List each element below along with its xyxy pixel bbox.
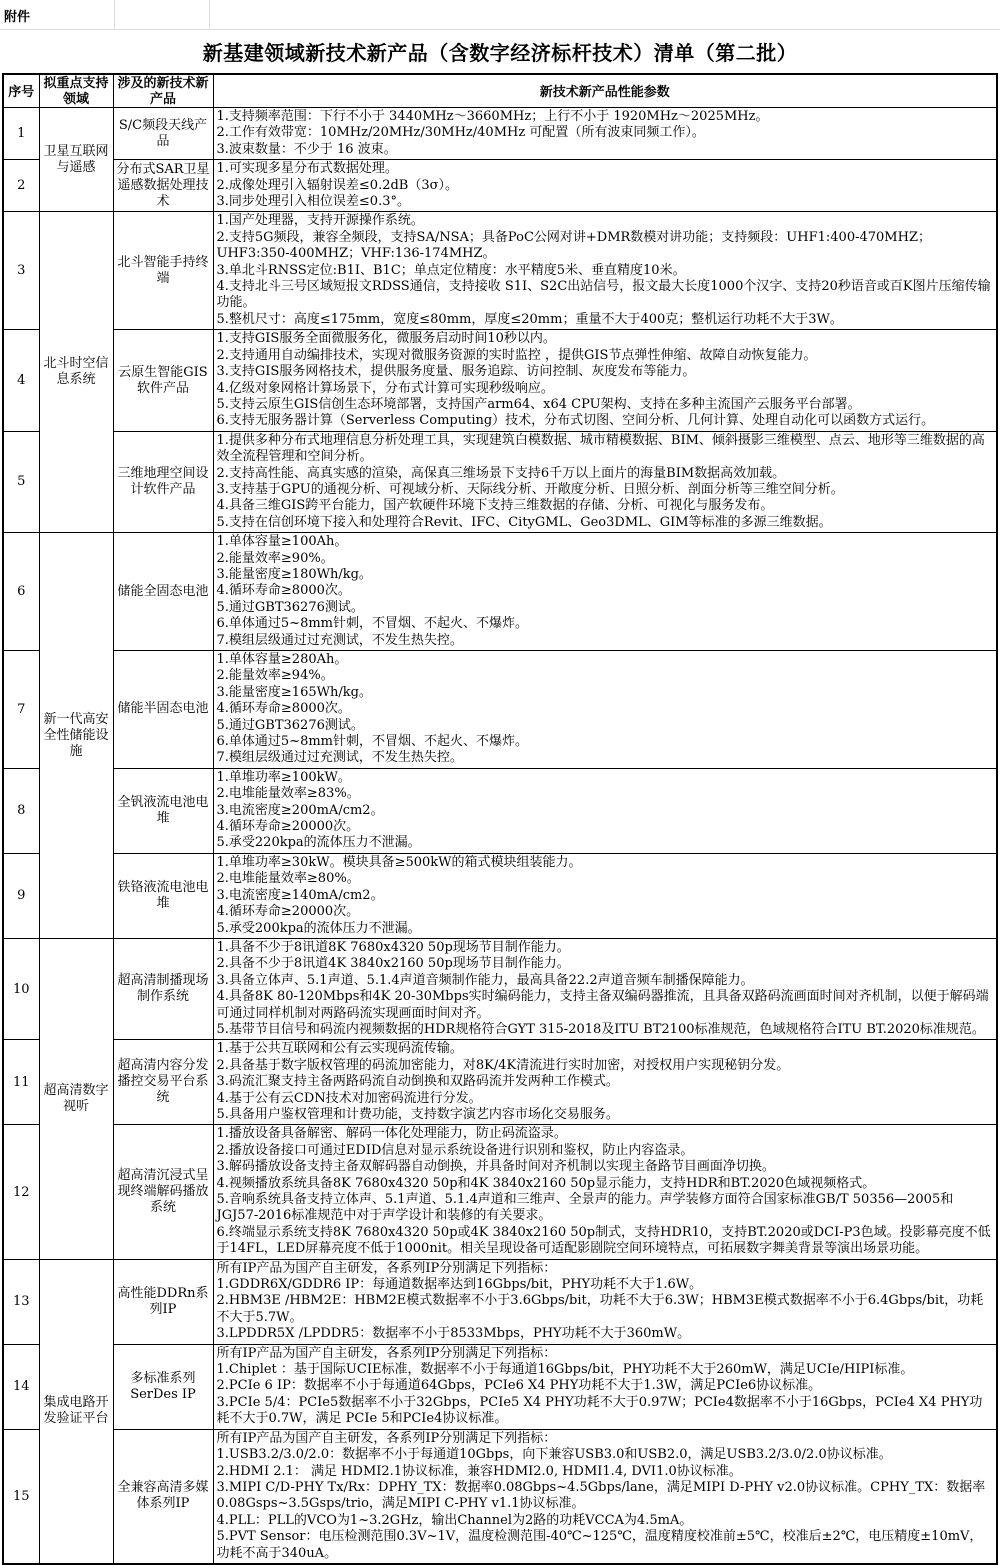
param-line: 1.单体容量≥100Ah。 [216, 534, 348, 550]
grid-cell [115, 0, 210, 29]
param-line: 2.播放设备接口可通过EDID信息对显示系统设备进行识别和鉴权，防止内容盗录。 [216, 1142, 694, 1158]
serial-number-cell: 8 [3, 768, 39, 853]
product-name-cell: 储能全固态电池 [113, 533, 213, 651]
param-line: 所有IP产品为国产自主研发，各系列IP分别满足下列指标： [216, 1430, 557, 1446]
spreadsheet-grid-strip [0, 0, 1000, 30]
param-line: 4.支持北斗三号区域短报文RDSS通信，支持接收 S1I、S2C出站信号，报文最大长度1000个汉字、支持20秒语音或百K图片压缩传输功能。 [216, 279, 991, 311]
param-line: 2.电堆能量效率≥80%。 [216, 871, 360, 887]
param-line: 5.承受200kpa的流体压力不泄漏。 [216, 920, 421, 936]
serial-number-cell: 3 [3, 212, 39, 330]
param-line: 3.PCIe 5/4：PCIe5数据率不小于32Gbps，PCIe5 X4 PHY功耗不大于0.97W；PCIe4数据率不小于16Gbps，PCIe4 X4 PHY功耗不大于0.7W，满足 PCIe 5和PCIe4协议标准。 [216, 1394, 983, 1427]
product-name-cell: 高性能DDRn系列IP [113, 1259, 213, 1344]
param-line: 5.支持云原生GIS信创生态环境部署，支持国产arm64、x64 CPU架构、支持在多种主流国产云服务平台部署。 [216, 396, 861, 412]
param-line: 2.HBM3E /HBM2E：HBM2E模式数据率不小于3.6Gbps/bit，功耗不大于6.3W；HBM3E模式数据率不小于6.4Gbps/bit，功耗不大于5.7W。 [216, 1293, 984, 1325]
product-name-cell: 多标准系列SerDes IP [113, 1344, 213, 1429]
param-line: 1.单体容量≥280Ah。 [216, 652, 348, 667]
serial-number-cell: 10 [3, 938, 39, 1039]
table-row [3, 160, 997, 212]
param-line: 5.通过GBT36276测试。 [216, 717, 364, 733]
param-line: 4.循环寿命≥20000次。 [216, 819, 360, 835]
serial-number-cell: 2 [3, 160, 39, 212]
performance-params-cell [213, 212, 997, 330]
param-line: 5.承受220kpa的流体压力不泄漏。 [216, 835, 421, 851]
param-line: 1.提供多种分布式地理信息分析处理工具，实现建筑白模数据、城市精模数据、BIM、倾斜摄影三维模型、点云、地形等三维数据的高效全流程管理和空间分析。 [216, 432, 985, 465]
table-row [3, 431, 997, 532]
param-line: 4.循环寿命≥8000次。 [216, 583, 351, 599]
param-line: 5.PVT Sensor：电压检测范围0.3V~1V，温度检测范围-40℃~125℃，温度精度校准前±5℃，校准后±2℃，电压精度±10mV，功耗不高于340uA。 [216, 1529, 983, 1561]
param-line: 1.GDDR6X/GDDR6 IP：每通道数据率达到16Gbps/bit，PHY功耗不大于1.6W。 [216, 1277, 703, 1293]
header-support-field: 拟重点支持领域 [39, 74, 113, 108]
param-line: 1.具备不少于8讯道8K 7680x4320 50p现场节目制作能力。 [216, 939, 570, 955]
table-row [3, 1040, 997, 1125]
param-line: 1.支持频率范围：下行不小于 3440MHz～3660MHz；上行不小于 1920MHz～2025MHz。 [216, 109, 769, 124]
param-line: 4.基于公有云CDN技术对加密码流进行分发。 [216, 1090, 482, 1106]
param-line: 3.支持GIS服务网格技术，提供服务度量、服务追踪、访问控制、灰度发布等能力。 [216, 364, 696, 380]
param-line: 6.终端显示系统支持8K 7680x4320 50p或4K 3840x2160 50p制式，支持HDR10，支持BT.2020或DCI-P3色域。投影幕亮度不低于14FL，LED屏幕亮度不低于1000nit。相关呈现设备可适配影剧院空间环境特点，可拓展数字舞美背景等演出场景功能。 [216, 1224, 991, 1257]
table-row [3, 1125, 997, 1259]
product-name-cell: 超高清制播现场制作系统 [113, 938, 213, 1039]
performance-params-cell [213, 938, 997, 1039]
performance-params-cell [213, 1259, 997, 1344]
product-name-cell: 全兼容高清多媒体系列IP [113, 1429, 213, 1564]
param-line: 3.同步处理引入相位误差≤0.3°。 [216, 194, 410, 210]
param-line: 3.电流密度≥200mA/cm2。 [216, 802, 384, 818]
param-line: 1.基于公共互联网和公有云实现码流传输。 [216, 1041, 463, 1057]
product-list-table [2, 73, 998, 1565]
serial-number-cell: 7 [3, 651, 39, 769]
param-line: 1.可实现多星分布式数据处理。 [216, 161, 398, 177]
param-line: 3.波束数量：不少于 16 波束。 [216, 141, 397, 157]
param-line: 7.模组层级通过过充测试，不发生热失控。 [216, 632, 463, 648]
param-line: 3.解码播放设备支持主备双解码器自动倒换，并具备时间对齐机制以实现主备路节目画面净切换。 [216, 1159, 775, 1175]
product-name-cell: 北斗智能手持终端 [113, 212, 213, 330]
performance-params-cell [213, 160, 997, 212]
param-line: 2.成像处理引入辐射误差≤0.2dB（3σ）。 [216, 177, 458, 193]
table-row [3, 1344, 997, 1429]
param-line: 2.支持高性能、高真实感的渲染，高保真三维场景下支持6千万以上面片的海量BIM数据高效加载。 [216, 465, 786, 481]
performance-params-cell [213, 431, 997, 532]
param-line: 6.单体通过5~8mm针刺，不冒烟、不起火、不爆炸。 [216, 616, 528, 632]
param-line: 2.PCIe 6 IP：数据率不小于每通道64Gbps，PCIe6 X4 PHY功耗不大于1.3W，满足PCIe6协议标准。 [216, 1378, 822, 1394]
serial-number-cell: 15 [3, 1429, 39, 1564]
performance-params-cell [213, 330, 997, 431]
table-row [3, 651, 997, 769]
table-header [3, 74, 997, 108]
param-line: 3.LPDDR5X /LPDDR5：数据率不小于8533Mbps，PHY功耗不大于360mW。 [216, 1326, 691, 1342]
param-line: 所有IP产品为国产自主研发，各系列IP分别满足下列指标： [216, 1260, 557, 1276]
table-row [3, 938, 997, 1039]
product-name-cell: 三维地理空间设计软件产品 [113, 431, 213, 532]
serial-number-cell: 12 [3, 1125, 39, 1259]
param-line: 5.音响系统具备支持立体声、5.1声道、5.1.4声道和三维声、全景声的能力。声学装修方面符合国家标准GB/T 50356—2005和JGJ57-2016标准规范中对于声学设计和装修的有关要求。 [216, 1192, 954, 1224]
performance-params-cell [213, 768, 997, 853]
product-name-cell: 超高清沉浸式呈现终端解码播放系统 [113, 1125, 213, 1259]
serial-number-cell: 6 [3, 533, 39, 651]
param-line: 4.具备三维GIS跨平台能力，国产软硬件环境下支持三维数据的存储、分析、可视化与服务发布。 [216, 498, 774, 514]
param-line: 3.电流密度≥140mA/cm2。 [216, 887, 384, 903]
param-line: 所有IP产品为国产自主研发，各系列IP分别满足下列指标： [216, 1345, 557, 1361]
header-row [3, 74, 997, 108]
param-line: 1.USB3.2/3.0/2.0：数据率不小于每通道10Gbps，向下兼容USB3.0和USB2.0，满足USB3.2/3.0/2.0协议标准。 [216, 1447, 892, 1463]
param-line: 5.整机尺寸：高度≤175mm，宽度≤80mm，厚度≤20mm；重量不大于400克；整机运行功耗不大于3W。 [216, 311, 843, 327]
param-line: 4.循环寿命≥20000次。 [216, 904, 360, 920]
serial-number-cell: 4 [3, 330, 39, 431]
param-line: 6.单体通过5~8mm针刺，不冒烟、不起火、不爆炸。 [216, 734, 528, 750]
product-name-cell: 分布式SAR卫星遥感数据处理技术 [113, 160, 213, 212]
page-title: 新基建领域新技术新产品（含数字经济标杆技术）清单（第二批） [202, 41, 798, 65]
attachment-label: 附件 [0, 0, 115, 29]
param-line: 4.视频播放系统具备8K 7680x4320 50p和4K 3840x2160 50p显示能力，支持HDR和BT.2020色域视频格式。 [216, 1175, 876, 1191]
table-body [3, 108, 997, 1564]
product-name-cell: 云原生智能GIS软件产品 [113, 330, 213, 431]
param-line: 1.Chiplet ：基于国际UCIE标准，数据率不小于每通道16Gbps/bit，PHY功耗不大于260mW，满足UCIe/HIPI标准。 [216, 1362, 914, 1378]
product-name-cell: 全钒液流电池电堆 [113, 768, 213, 853]
serial-number-cell: 1 [3, 108, 39, 160]
param-line: 3.码流汇聚支持主备两路码流自动倒换和双路码流并发两种工作模式。 [216, 1074, 619, 1090]
title-row [0, 30, 1000, 73]
serial-number-cell: 11 [3, 1040, 39, 1125]
product-name-cell: 超高清内容分发播控交易平台系统 [113, 1040, 213, 1125]
header-performance-params: 新技术新产品性能参数 [213, 74, 997, 108]
param-line: 1.支持GIS服务全面微服务化，微服务启动时间10秒以内。 [216, 331, 556, 347]
param-line: 3.MIPI C/D-PHY Tx/Rx：DPHY_TX：数据率0.08Gbps~4.5Gbps/lane，满足MIPI D-PHY v2.0协议标准。CPHY_TX：数据率0.08Gsps~3.5Gsps/trio，满足MIPI C-PHY v1.1协议标准。 [216, 1479, 986, 1512]
param-line: 3.能量密度≥165Wh/kg。 [216, 684, 372, 700]
param-line: 2.HDMI 2.1： 满足 HDMI2.1协议标准，兼容HDMI2.0, HDMI1.4, DVI1.0协议标准。 [216, 1463, 742, 1479]
param-line: 3.支持基于GPU的通视分析、可视域分析、天际线分析、开敞度分析、日照分析、剖面分析等三维空间分析。 [216, 481, 844, 497]
param-line: 2.工作有效带宽：10MHz/20MHz/30MHz/40MHz 可配置（所有波束同频工作）。 [216, 125, 705, 141]
param-line: 5.具备用户鉴权管理和计费功能，支持数字演艺内容市场化交易服务。 [216, 1106, 619, 1122]
serial-number-cell: 13 [3, 1259, 39, 1344]
param-line: 1.单堆功率≥30kW。模块具备≥500kW的箱式模块组装能力。 [216, 854, 582, 870]
param-line: 3.具备立体声、5.1声道、5.1.4声道音频制作能力，最高具备22.2声道音频车制播保障能力。 [216, 972, 754, 988]
header-new-product: 涉及的新技术新产品 [113, 74, 213, 108]
table-row [3, 533, 997, 651]
performance-params-cell [213, 1040, 997, 1125]
support-field-cell: 新一代高安全性储能设施 [39, 533, 113, 939]
param-line: 5.通过GBT36276测试。 [216, 599, 364, 615]
serial-number-cell: 9 [3, 853, 39, 938]
param-line: 4.PLL：PLL的VCO为1~3.2GHz，输出Channel为2路的功耗VCCA为4.5mA。 [216, 1512, 693, 1528]
grid-cell [210, 0, 1000, 29]
param-line: 2.电堆能量效率≥83%。 [216, 786, 360, 802]
param-line: 3.能量密度≥180Wh/kg。 [216, 566, 372, 582]
table-row [3, 212, 997, 330]
param-line: 2.支持通用自动编排技术，实现对微服务资源的实时监控 ，提供GIS节点弹性伸缩、故障自动恢复能力。 [216, 347, 817, 363]
product-name-cell: 储能半固态电池 [113, 651, 213, 769]
performance-params-cell [213, 1125, 997, 1259]
param-line: 1.国产处理器，支持开源操作系统。 [216, 213, 424, 229]
header-serial-number: 序号 [3, 74, 39, 108]
table-row [3, 108, 997, 160]
param-line: 1.单堆功率≥100kW。 [216, 769, 351, 785]
performance-params-cell [213, 108, 997, 160]
support-field-cell: 卫星互联网与遥感 [39, 108, 113, 212]
serial-number-cell: 5 [3, 431, 39, 532]
param-line: 1.播放设备具备解密、解码一体化处理能力，防止码流盗录。 [216, 1126, 567, 1142]
param-line: 4.亿级对象网格计算场景下，分布式计算可实现秒级响应。 [216, 380, 554, 396]
param-line: 2.能量效率≥94%。 [216, 668, 334, 684]
param-line: 4.具备8K 80-120Mbps和4K 20-30Mbps实时编码能力，支持主备双编码器推流，且具备双路码流画面时间对齐机制，以便于解码端可通过同样机制对两路码流实现画面时间对齐。 [216, 989, 989, 1021]
support-field-cell: 北斗时空信息系统 [39, 212, 113, 533]
table-row [3, 853, 997, 938]
table-row [3, 1259, 997, 1344]
table-row [3, 768, 997, 853]
param-line: 2.支持5G频段，兼容全频段，支持SA/NSA；具备PoC公网对讲+DMR数模对讲功能；支持频段：UHF1:400-470MHZ；UHF3:350-400MHZ；VHF:136-174MHZ。 [216, 229, 931, 262]
table-row [3, 1429, 997, 1564]
param-line: 5.基带节目信号和码流内视频数据的HDR规格符合GYT 315-2018及ITU BT2100标准规范，色域规格符合ITU BT.2020标准规范。 [216, 1021, 985, 1037]
param-line: 5.支持在信创环境下接入和处理符合Revit、IFC、CityGML、Geo3DML、GIM等标准的多源三维数据。 [216, 514, 832, 530]
performance-params-cell [213, 651, 997, 769]
param-line: 3.单北斗RNSS定位:B1I、B1C；单点定位精度：水平精度5米、垂直精度10米。 [216, 262, 686, 278]
performance-params-cell [213, 1429, 997, 1564]
product-name-cell: S/C频段天线产品 [113, 108, 213, 160]
performance-params-cell [213, 533, 997, 651]
param-line: 2.能量效率≥90%。 [216, 550, 334, 566]
support-field-cell: 超高清数字视听 [39, 938, 113, 1259]
performance-params-cell [213, 853, 997, 938]
product-name-cell: 铁铬液流电池电堆 [113, 853, 213, 938]
performance-params-cell [213, 1344, 997, 1429]
param-line: 6.支持无服务器计算（Serverless Computing）技术，分布式切图、空间分析、几何计算、处理自动化可以函数方式运行。 [216, 413, 935, 429]
param-line: 2.具备不少于8讯道4K 3840x2160 50p现场节目制作能力。 [216, 956, 570, 972]
table-row [3, 330, 997, 431]
param-line: 4.循环寿命≥8000次。 [216, 701, 351, 717]
param-line: 2.具备基于数字版权管理的码流加密能力，对8K/4K清流进行实时加密，对授权用户实现秘钥分发。 [216, 1057, 790, 1073]
serial-number-cell: 14 [3, 1344, 39, 1429]
param-line: 7.模组层级通过过充测试，不发生热失控。 [216, 750, 463, 766]
support-field-cell: 集成电路开发验证平台 [39, 1259, 113, 1564]
